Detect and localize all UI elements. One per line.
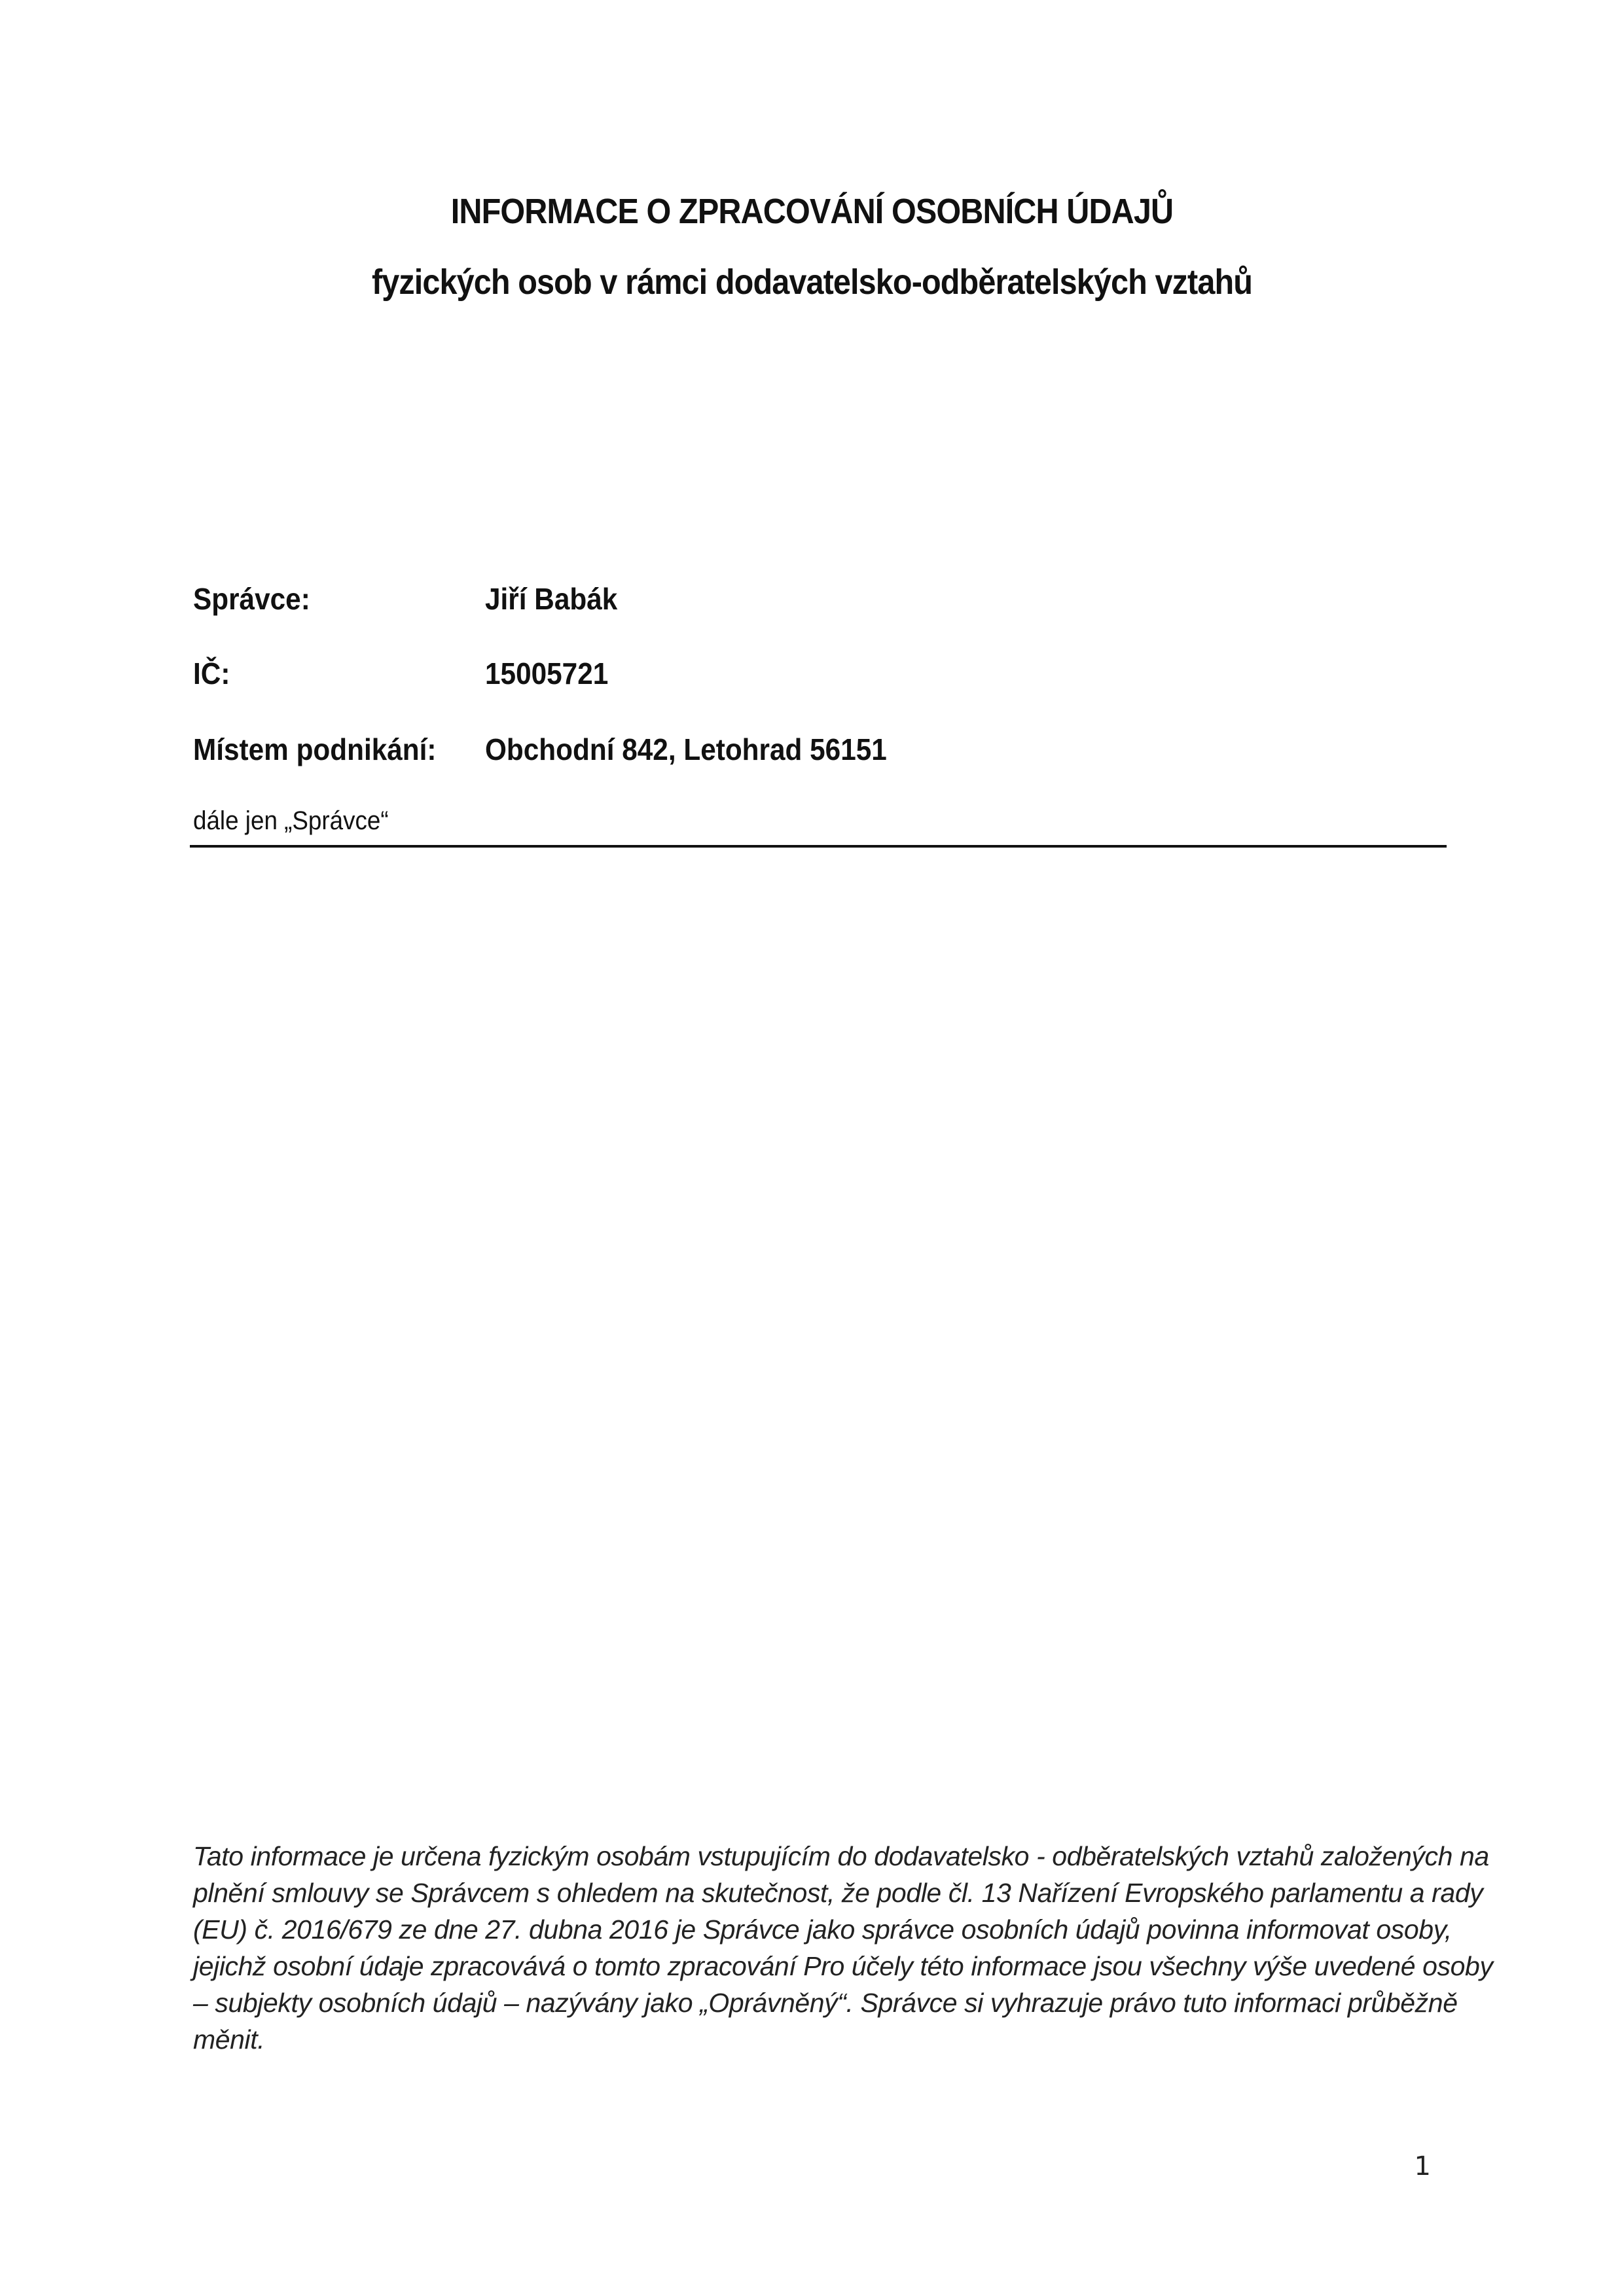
notice-line: plnění smlouvy se Správcem s ohledem na skutečnost, že podle čl. 13 Nařízení Evropského parlamentu a rady (193, 1878, 1483, 1908)
document-title: INFORMACE O ZPRACOVÁNÍ OSOBNÍCH ÚDAJŮ (450, 192, 1174, 231)
company-id-value: 15005721 (485, 656, 609, 691)
section-divider (190, 845, 1447, 848)
notice-line: – subjekty osobních údajů – nazývány jako „Oprávněný“. Správce si vyhrazuje právo tuto informaci průběžně (193, 1988, 1458, 2018)
company-id-label: IČ: (193, 656, 230, 691)
notice-line: Tato informace je určena fyzickým osobám vstupujícím do dodavatelsko - odběratelských vztahů založených na (193, 1841, 1489, 1871)
controller-label: Správce: (193, 582, 310, 616)
business-address-label: Místem podnikání: (193, 732, 437, 766)
business-address-value: Obchodní 842, Letohrad 56151 (485, 732, 887, 766)
notice-paragraph (193, 1838, 1493, 2058)
notice-line: (EU) č. 2016/679 ze dne 27. dubna 2016 je Správce jako správce osobních údajů povinna informovat osoby, (193, 1914, 1452, 1945)
notice-line: měnit. (193, 2024, 265, 2054)
document-subtitle: fyzických osob v rámci dodavatelsko-odběratelských vztahů (371, 262, 1253, 302)
controller-alias-note: dále jen „Správce“ (193, 806, 389, 835)
page-number: 1 (1414, 2151, 1431, 2181)
controller-name: Jiří Babák (485, 582, 618, 616)
notice-line: jejichž osobní údaje zpracovává o tomto zpracování Pro účely této informace jsou všechny výše uvedené osoby (193, 1951, 1493, 1981)
